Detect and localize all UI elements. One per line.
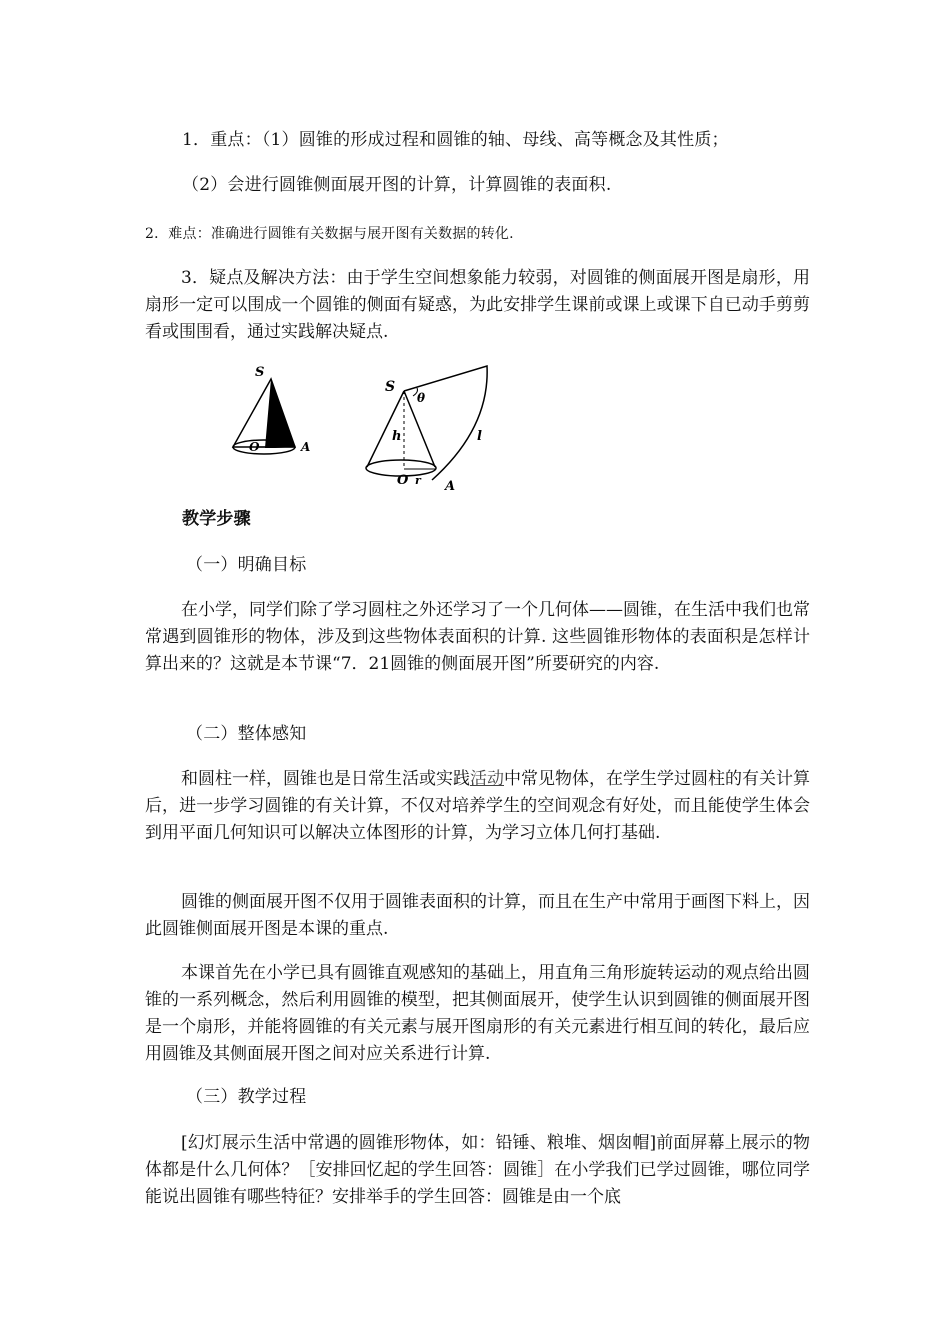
cone-net-figure xyxy=(355,358,505,498)
key-point-2: （2）会进行圆锥侧面展开图的计算，计算圆锥的表面积. xyxy=(182,175,612,195)
section-2-paragraph-2: 圆锥的侧面展开图不仅用于圆锥表面积的计算，而且在生产中常用于画图下料上，因此圆锥侧面展开图是本课的重点. xyxy=(145,892,810,939)
section-1-paragraph: 在小学，同学们除了学习圆柱之外还学习了一个几何体——圆锥，在生活中我们也常常遇到圆锥形的物体，涉及到这些物体表面积的计算. 这些圆锥形物体的表面积是怎样计算出来的？这就是本节课“7．21圆锥的侧面展开图”所要研究的内容. xyxy=(145,600,810,674)
label-radius: r xyxy=(415,474,421,487)
difficulty-point: 2．难点：准确进行圆锥有关数据与展开图有关数据的转化. xyxy=(145,226,514,242)
section-2-title: （二）整体感知 xyxy=(186,724,307,744)
activity-link[interactable]: 活动 xyxy=(470,769,504,789)
section-1-title: （一）明确目标 xyxy=(186,555,307,575)
label-theta: θ xyxy=(417,391,426,405)
label-slant: l xyxy=(477,429,482,444)
label-height: h xyxy=(392,429,402,444)
cone-figure xyxy=(225,362,325,462)
teaching-steps-heading: 教学步骤 xyxy=(182,509,251,529)
section-3-title: （三）教学过程 xyxy=(186,1087,307,1107)
label-apex: S xyxy=(255,365,265,380)
section-3-paragraph: [幻灯展示生活中常遇的圆锥形物体，如：铅锤、粮堆、烟囱帽]前面屏幕上展示的物体都是什么几何体？［安排回忆起的学生回答：圆锥］在小学我们已学过圆锥，哪位同学能说出圆锥有哪些特征？安排举手的学生回答：圆锥是由一个底 xyxy=(145,1133,810,1207)
paragraph-text: 中常见物体，在学生学过圆柱的有关计算后，进一步学习圆锥的有关计算，不仅对培养学生的空间观念有好处，而且能使学生体会到用平面几何知识可以解决立体图形的计算，为学习立体几何打基础. xyxy=(145,769,810,843)
label-center: O xyxy=(397,473,409,488)
label-center: O xyxy=(249,440,260,454)
label-apex: S xyxy=(385,379,396,395)
label-point: A xyxy=(301,440,311,454)
label-point: A xyxy=(445,479,456,494)
doubt-paragraph: 3．疑点及解决方法：由于学生空间想象能力较弱，对圆锥的侧面展开图是扇形，用扇形一定可以围成一个圆锥的侧面有疑惑，为此安排学生课前或课上或课下自已动手剪剪看或围围看，通过实践解决疑点. xyxy=(145,268,810,342)
section-2-paragraph-3: 本课首先在小学已具有圆锥直观感知的基础上，用直角三角形旋转运动的观点给出圆锥的一系列概念，然后利用圆锥的模型，把其侧面展开，使学生认识到圆锥的侧面展开图是一个扇形，并能将圆锥的有关元素与展开图扇形的有关元素进行相互间的转化，最后应用圆锥及其侧面展开图之间对应关系进行计算. xyxy=(145,963,810,1064)
key-point-1: 1．重点：（1）圆锥的形成过程和圆锥的轴、母线、高等概念及其性质； xyxy=(182,130,729,150)
section-2-paragraph-1 xyxy=(145,766,810,847)
paragraph-text: 和圆柱一样，圆锥也是日常生活或实践 xyxy=(181,769,470,789)
